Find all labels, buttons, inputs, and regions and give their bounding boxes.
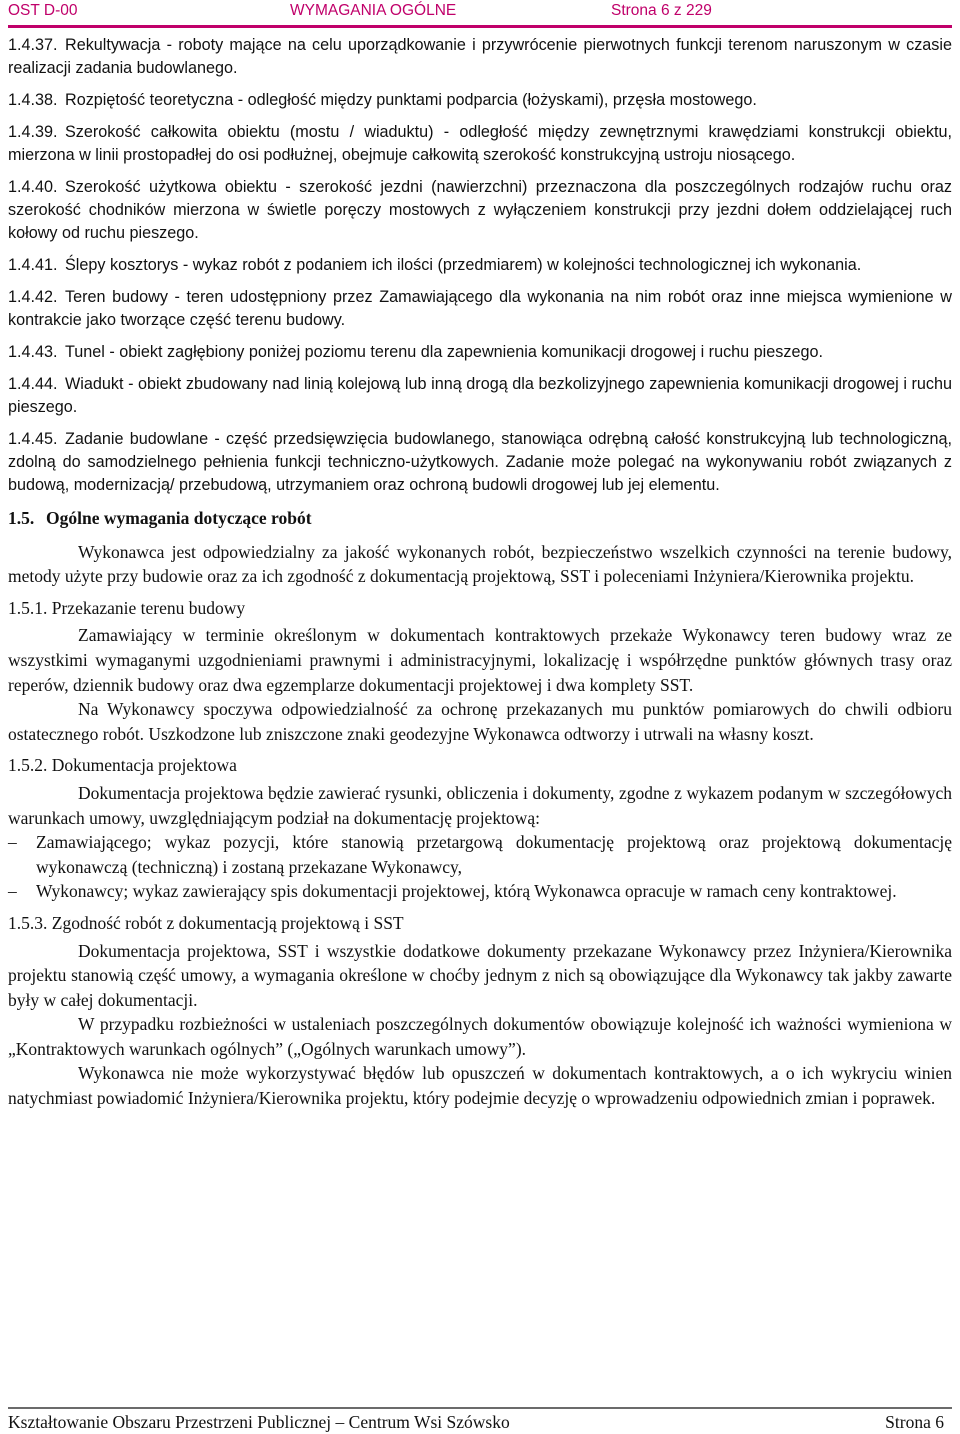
dash-bullet: – — [8, 881, 17, 902]
section-number: 1.5. — [8, 508, 35, 528]
section-1-5-1-paragraph-2: Na Wykonawcy spoczywa odpowiedzialność za ochronę przekazanych mu punktów pomiarowych do chwili odbioru ostatecznego robót. Uszkodzone lub zniszczone znaki geodezyjne Wykonawca odtworzy i utrwali na własny koszt. — [8, 699, 952, 744]
definition-number: 1.4.39. — [8, 123, 58, 141]
definition-number: 1.4.40. — [8, 178, 58, 196]
section-heading-1-5 — [8, 506, 952, 531]
definition-1-4-43 — [8, 341, 952, 364]
section-1-5-3-paragraph-1: Dokumentacja projektowa, SST i wszystkie dodatkowe dokumenty przekazane Wykonawcy przez Inżyniera/Kierownika projektu stanowią część umowy, a wymagania określone w choćby jednym z nich są obowiązujące dla Wykonawcy tak jakby zawarte były w całej dokumentacji. — [8, 940, 952, 1010]
definition-1-4-39 — [8, 121, 952, 167]
definition-number: 1.4.45. — [8, 430, 58, 448]
definition-number: 1.4.37. — [8, 36, 58, 54]
definition-number: 1.4.38. — [8, 91, 58, 109]
definition-1-4-44 — [8, 373, 952, 419]
section-1-5-3-paragraph-3: Wykonawca nie może wykorzystywać błędów lub opuszczeń w dokumentach kontraktowych, a o ich wykryciu winien natychmiast powiadomić Inżyniera/Kierownika projektu, który podejmie decyzję o wprowadzeniu odpowiednich zmian i poprawek. — [8, 1063, 952, 1109]
section-heading-1-5-1: 1.5.1. Przekazanie terenu budowy — [8, 597, 246, 618]
definition-text: Rekultywacja - roboty mające na celu uporządkowanie i przywrócenie pierwotnych funkcji terenom naruszonym w czasie realizacji zadania budowlanego. — [8, 36, 952, 77]
header-doc-code: OST D-00 — [8, 2, 78, 19]
footer-divider — [8, 1407, 952, 1409]
definition-1-4-42 — [8, 286, 952, 332]
section-1-5-1-paragraph-1: Zamawiający w terminie określonym w dokumentach kontraktowych przekaże Wykonawcy teren budowy wraz ze wszystkimi wymaganymi uzgodnieniami prawnymi i administracyjnymi, lokalizację i współrzędne punktów głównych trasy oraz reperów, dziennik budowy oraz dwa egzemplarze dokumentacji projektowej i dwa komplety SST. — [8, 625, 952, 695]
list-item-text: Zamawiającego; wykaz pozycji, które stanowią przetargową dokumentację projektową oraz projektową dokumentację wykonawczą (techniczną) i zostaną przekazane Wykonawcy, — [36, 832, 952, 877]
definition-text: Szerokość całkowita obiektu (mostu / wiaduktu) - odległość między zewnętrznymi krawędziami konstrukcji obiektu, mierzona w linii prostopadłej do osi podłużnej, obejmuje całkowitą szerokość konstrukcyjną ustroju niosącego. — [8, 123, 952, 164]
definition-text: Zadanie budowlane - część przedsięwzięcia budowlanego, stanowiąca odrębną całość konstrukcyjną lub technologiczną, zdolną do samodzielnego pełnienia funkcji techniczno-użytkowych. Zadanie może polegać na wykonywaniu robót związanych z budową, modernizacją/ przebudową, utrzymaniem oraz ochroną budowli drogowej lub jej elementu. — [8, 430, 952, 494]
definition-number: 1.4.42. — [8, 288, 58, 306]
section-1-5-paragraph: Wykonawca jest odpowiedzialny za jakość wykonanych robót, bezpieczeństwo wszelkich czynności na terenie budowy, metody użyte przy budowie oraz za ich zgodność z dokumentacją projektową, SST i poleceniami Inżyniera/Kierownika projektu. — [8, 541, 952, 587]
definition-1-4-37 — [8, 34, 952, 80]
definition-1-4-45 — [8, 428, 952, 497]
definition-text: Wiadukt - obiekt zbudowany nad linią kolejową lub inną drogą dla bezkolizyjnego zapewnienia komunikacji drogowej i ruchu pieszego. — [8, 375, 952, 416]
definition-number: 1.4.44. — [8, 375, 58, 393]
header-section-title: WYMAGANIA OGÓLNE — [290, 2, 457, 19]
list-item — [8, 830, 952, 879]
page-body — [8, 34, 952, 1111]
header-divider — [8, 25, 952, 28]
definition-1-4-40 — [8, 176, 952, 245]
definition-1-4-38 — [8, 89, 952, 112]
section-1-5-3-paragraph-2: W przypadku rozbieżności w ustaleniach poszczególnych dokumentów obowiązuje kolejność ich ważności wymieniona w „Kontraktowych warunkach ogólnych” („Ogólnych warunkach umowy”). — [8, 1014, 952, 1059]
page-header — [0, 0, 960, 26]
list-item — [8, 879, 952, 904]
definition-text: Ślepy kosztorys - wykaz robót z podaniem ich ilości (przedmiarem) w kolejności technologicznej ich wykonania. — [65, 256, 862, 274]
header-page-number: Strona 6 z 229 — [611, 2, 712, 19]
section-heading-1-5-2: 1.5.2. Dokumentacja projektowa — [8, 755, 237, 776]
dash-bullet: – — [8, 832, 17, 853]
definition-number: 1.4.41. — [8, 256, 58, 274]
footer-page-number: Strona 6 — [885, 1412, 944, 1432]
definition-text: Szerokość użytkowa obiektu - szerokość jezdni (nawierzchni) przeznaczona dla poszczególnych rodzajów ruchu oraz szerokość chodników mierzona w świetle poręczy mostowych z wyłączeniem konstrukcji przy jezdni dołem oddzielającej ruch kołowy od ruchu pieszego. — [8, 178, 952, 242]
definition-1-4-41 — [8, 254, 952, 277]
definition-text: Tunel - obiekt zagłębiony poniżej poziomu terenu dla zapewnienia komunikacji drogowej i ruchu pieszego. — [65, 343, 823, 361]
definition-text: Rozpiętość teoretyczna - odległość między punktami podparcia (łożyskami), przęsła mostowego. — [65, 91, 757, 109]
definition-number: 1.4.43. — [8, 343, 58, 361]
definition-text: Teren budowy - teren udostępniony przez Zamawiającego dla wykonania na nim robót oraz inne miejsca wymienione w kontrakcie jako tworzące część terenu budowy. — [8, 288, 952, 329]
list-item-text: Wykonawcy; wykaz zawierający spis dokumentacji projektowej, którą Wykonawca opracuje w ramach ceny kontraktowej. — [36, 881, 897, 902]
section-title: Ogólne wymagania dotyczące robót — [46, 508, 312, 528]
footer-project-title: Kształtowanie Obszaru Przestrzeni Publicznej – Centrum Wsi Szówsko — [8, 1412, 510, 1432]
section-1-5-2-paragraph: Dokumentacja projektowa będzie zawierać rysunki, obliczenia i dokumenty, zgodne z wykazem podanym w szczegółowych warunkach umowy, uwzględniającym podział na dokumentację projektową: — [8, 782, 952, 828]
section-heading-1-5-3: 1.5.3. Zgodność robót z dokumentacją projektową i SST — [8, 912, 404, 933]
